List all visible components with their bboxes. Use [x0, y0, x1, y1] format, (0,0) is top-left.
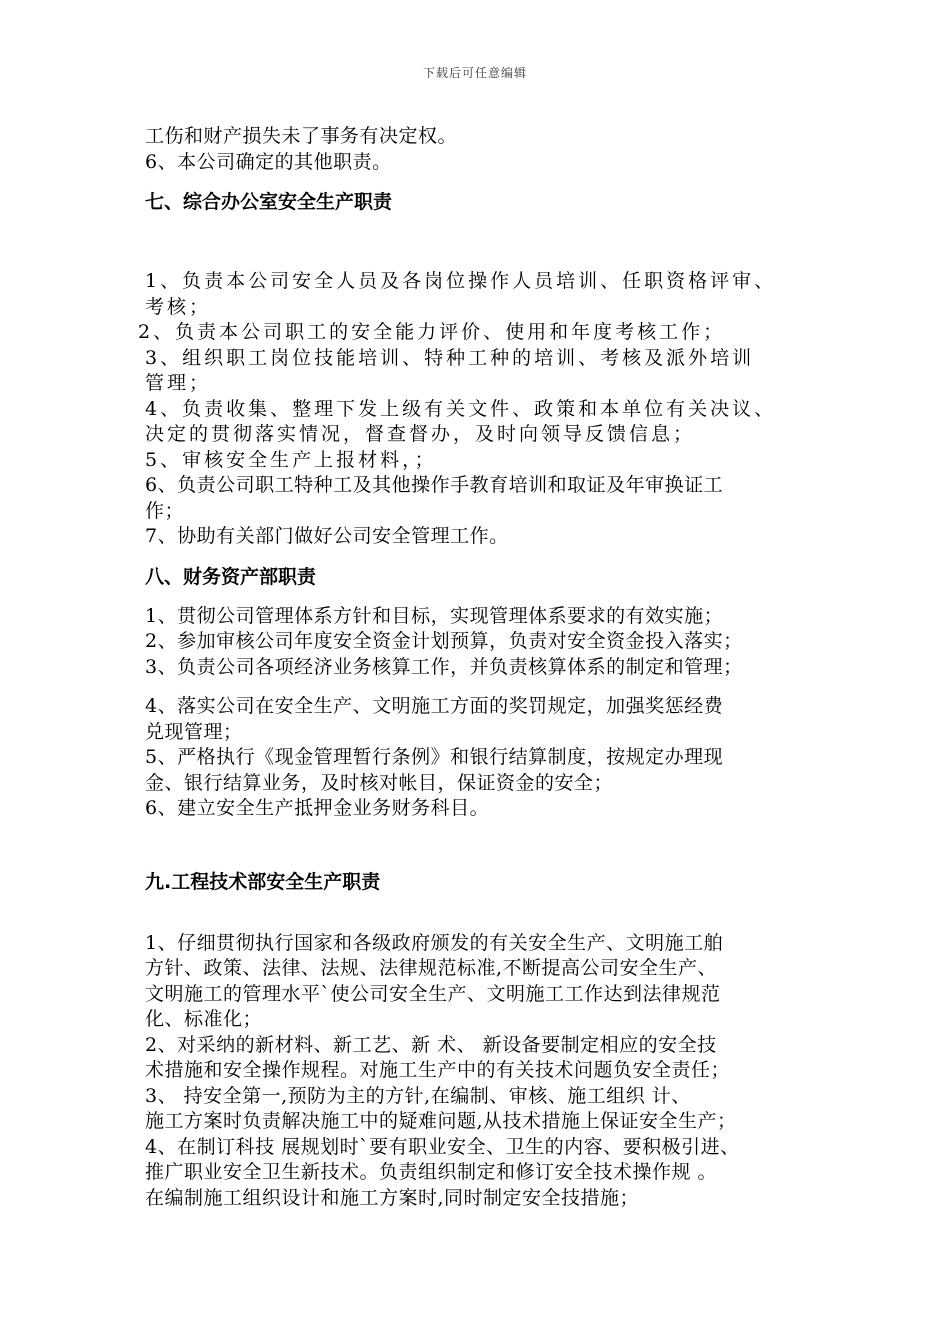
- section-8-line: 2、参加审核公司年度安全资金计划预算，负责对安全资金投入落实；: [145, 630, 743, 652]
- section-9-line: 施工方案时负责解决施工中的疑难问题,从技术措施上保证安全生产；: [145, 1110, 737, 1132]
- intro-line: 6、本公司确定的其他职责。: [145, 150, 392, 173]
- section-9-line: 术措施和安全操作规程。对施工生产中的有关技术问题负安全责任；: [145, 1059, 731, 1081]
- section-8-line: 4、落实公司在安全生产、文明施工方面的奖罚规定，加强奖惩经费: [145, 695, 724, 717]
- section-7-heading: 七、综合办公室安全生产职责: [145, 191, 393, 213]
- section-7-line: 管理；: [145, 372, 212, 394]
- section-8-line: 6、建立安全生产抵押金业务财务科目。: [145, 797, 490, 819]
- section-7-line: 6、负责公司职工特种工及其他操作手教育培训和取证及年审换证工: [145, 474, 724, 496]
- intro-line: 工伤和财产损失未了事务有决定权。: [145, 125, 458, 147]
- section-7-line: 考核；: [145, 295, 212, 318]
- section-9-line: 化、标准化；: [145, 1008, 263, 1030]
- section-7-line: 作；: [145, 499, 185, 522]
- section-9-heading: 九.工程技术部安全生产职责: [145, 870, 381, 893]
- section-8-line: 3、负责公司各项经济业务核算工作，并负责核算体系的制定和管理；: [145, 655, 743, 678]
- section-7-line: 4、负责收集、整理下发上级有关文件、政策和本单位有关决议、: [145, 397, 777, 420]
- section-7-line: 7、协助有关部门做好公司安全管理工作。: [145, 525, 509, 547]
- section-7-line: 1、负责本公司安全人员及各岗位操作人员培训、任职资格评审、: [145, 270, 777, 292]
- section-9-line: 4、在制订科技 展规划时`要有职业安全、卫生的内容、要积极引进、: [145, 1135, 740, 1158]
- section-7-line: 2、负责本公司职工的安全能力评价、使用和年度考核工作；: [138, 321, 726, 343]
- section-9-line: 在编制施工组织设计和施工方案时,同时制定安全技措施；: [145, 1186, 640, 1209]
- section-7-line: 决定的贯彻落实情况，督查督办，及时向领导反馈信息；: [145, 423, 696, 445]
- section-9-line: 推广职业安全卫生新技术。负责组织制定和修订安全技术操作规 。: [145, 1161, 718, 1183]
- section-9-line: 1、仔细贯彻执行国家和各级政府颁发的有关安全生产、文明施工舶: [145, 931, 724, 954]
- section-9-line: 文明施工的管理水平`使公司安全生产、文明施工工作达到法律规范: [145, 982, 721, 1005]
- section-9-line: 3、 持安全第一,预防为主的方针,在编制、审核、施工组织 计、: [145, 1084, 691, 1107]
- header-note: 下载后可任意编辑: [422, 66, 527, 80]
- section-8-line: 金、银行结算业务，及时核对帐目，保证资金的安全；: [145, 771, 614, 794]
- section-8-line: 兑现管理；: [145, 720, 243, 743]
- section-8-line: 5、严格执行《现金管理暂行条例》和银行结算制度，按规定办理现: [145, 746, 724, 768]
- section-7-line: 3、组织职工岗位技能培训、特种工种的培训、考核及派外培训: [145, 346, 755, 369]
- section-9-line: 方针、政策、法律、法规、法律规范标准,不断提高公司安全生产、: [145, 957, 718, 979]
- section-8-heading: 八、财务资产部职责: [145, 565, 317, 588]
- document-body: [138, 124, 835, 1211]
- section-8-line: 1、贯彻公司管理体系方针和目标，实现管理体系要求的有效实施；: [145, 604, 724, 627]
- section-7-line: 5、审核安全生产上报材料，；: [145, 448, 437, 471]
- section-9-line: 2、对采纳的新材料、新工艺、新 术、 新设备要制定相应的安全技: [145, 1033, 717, 1056]
